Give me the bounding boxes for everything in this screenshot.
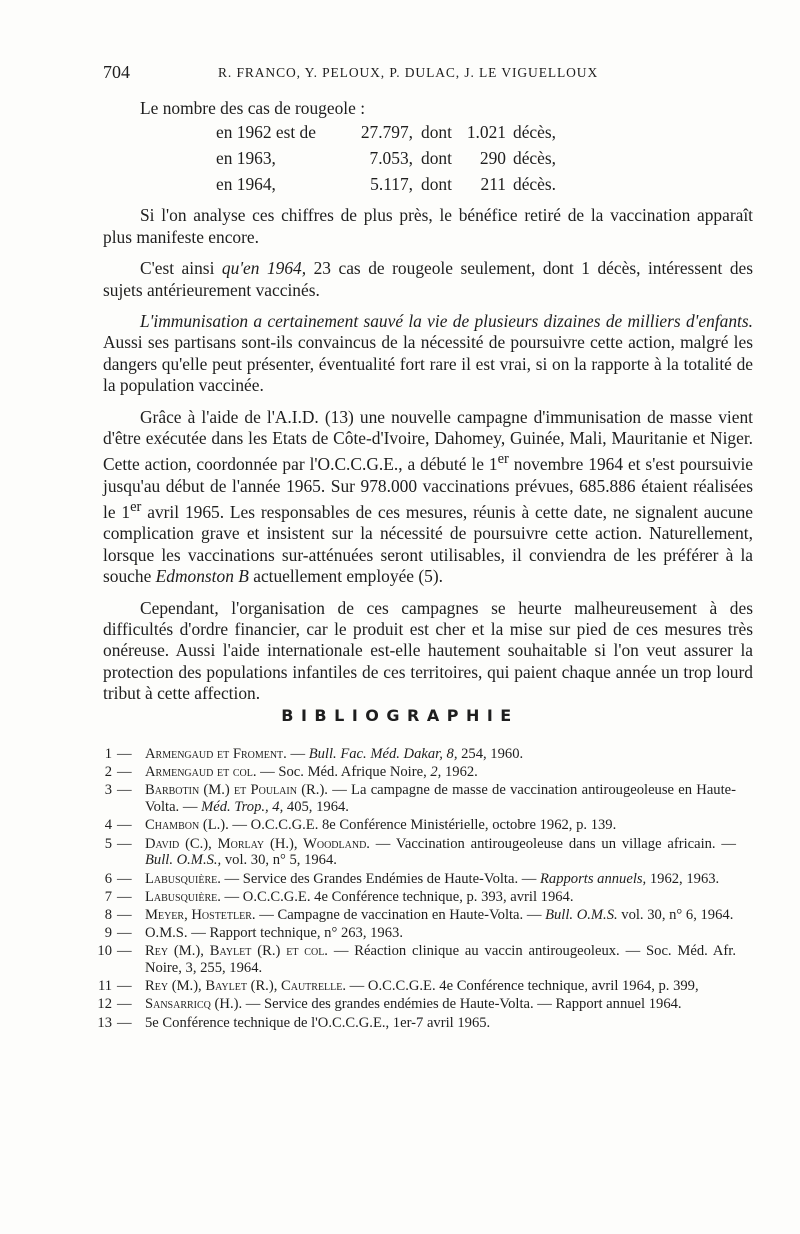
reference-text: 254, 1960. [457, 746, 524, 762]
stats-intro: Le nombre des cas de rougeole : [140, 98, 366, 118]
reference-number: 11 [97, 978, 112, 995]
reference-text: — La campagne de masse de vaccination antirougeoleuse en Haute-Volta. — [145, 782, 736, 816]
reference-italic: Bull. O.M.S. [545, 906, 618, 923]
reference-text: — Soc. Méd. Afrique Noire, [256, 764, 431, 781]
reference-text: 1962, 1963. [646, 870, 720, 887]
reference-dash: — [117, 943, 132, 960]
reference-item [96, 817, 736, 834]
reference-number: 2 [104, 764, 112, 781]
reference-item [96, 907, 736, 924]
reference-authors: Rey (M.), Baylet (R.), Cautrelle. [145, 978, 347, 995]
reference-authors: Labusquière. [145, 888, 221, 905]
paragraph-text: actuellement employée (5). [248, 566, 443, 587]
reference-item [96, 836, 736, 870]
stats-dont: dont [421, 122, 452, 143]
measles-stats-table [103, 119, 753, 197]
reference-text: vol. 30, n° 5, 1964. [221, 852, 337, 869]
paragraph-text: novembre 1964 et s'est poursuivie jusqu'au début de l'année 1965. Sur 978.000 vaccinations prévues, 685.886 étaient réalisées le 1 [103, 454, 753, 522]
reference-authors: Chambon (L.). [145, 817, 229, 834]
paragraph-financial: Cependant, l'organisation de ces campagnes se heurte malheureusement à des difficultés d'ordre financier, car le produit est cher et la mise sur pied de ces mesures très onéreuse. Aussi l'aide internationale est-elle hautement souhaitable si l'on veut assurer la protection des populations infantiles de ces territoires, qui paient chaque année un trop lourd tribut à cette affection. [103, 597, 753, 704]
reference-item [96, 889, 736, 906]
stats-cases: 27.797, [360, 122, 413, 143]
paragraph-vaccinated-cases [103, 258, 753, 301]
stats-year: en 1964, [216, 174, 276, 195]
reference-dash: — [117, 870, 132, 887]
reference-dash: — [117, 782, 132, 799]
reference-number: 12 [97, 996, 112, 1013]
reference-item [96, 1015, 736, 1032]
reference-dash: — [117, 835, 132, 852]
paragraph-analysis: Si l'on analyse ces chiffres de plus près, le bénéfice retiré de la vaccination apparaît plus manifeste encore. [103, 205, 753, 247]
paragraph-text: 23 cas de rougeole seulement, dont 1 décès, intéressent des sujets antérieurement vaccinés. [103, 258, 754, 300]
reference-text: 405, 1964. [283, 799, 349, 816]
reference-authors: Rey (M.), Baylet (R.) et col. [145, 943, 328, 960]
stats-deaths: 290 [479, 148, 506, 169]
running-head-authors: R. FRANCO, Y. PELOUX, P. DULAC, J. LE VIGUELLOUX [218, 65, 599, 80]
paragraph-text: Grâce à l'aide de l'A.I.D. (13) une nouvelle campagne d'immunisation de masse vient d'être exécutée dans les Etats de Côte-d'Ivoire, Dahomey, Guinée, Mali, Mauritanie et Niger. Cette action, coordonnée par l'O.C.C.G.E., a débuté le 1 [103, 406, 753, 475]
reference-text: 5e Conférence technique de l'O.C.C.G.E., 1er-7 avril 1965. [145, 1014, 491, 1031]
paragraph-immunisation [103, 311, 753, 397]
reference-authors: Sansarricq (H.). [145, 996, 243, 1013]
stats-year: en 1962 est de [216, 122, 316, 143]
reference-item [96, 996, 736, 1013]
stats-deces: décès, [513, 122, 556, 143]
reference-item [96, 764, 736, 781]
reference-italic: Méd. Trop., 4, [201, 799, 284, 816]
stats-deaths: 1.021 [466, 122, 506, 143]
paragraph-italic: Edmonston B [155, 566, 249, 587]
reference-text: — Service des Grandes Endémies de Haute-Volta. — [220, 870, 540, 887]
reference-text: 1962. [441, 764, 478, 781]
paragraph-text: Aussi ses partisans sont-ils convaincus de la nécessité de poursuivre cette action, malgré les dangers qu'elle peut présenter, éventualité fort rare il est vrai, si on la rapporte à la totalité de la population vaccinée. [103, 332, 753, 396]
bibliography-heading: BIBLIOGRAPHIE [281, 706, 519, 725]
reference-number: 8 [104, 906, 112, 923]
reference-item [96, 782, 736, 816]
body-text [103, 98, 753, 705]
reference-item [96, 978, 736, 995]
reference-dash: — [117, 764, 132, 781]
stats-cases: 5.117, [370, 174, 413, 195]
reference-text: — O.C.C.G.E. 4e Conférence technique, avril 1964, p. 399, [346, 978, 699, 995]
reference-text: — Service des grandes endémies de Haute-Volta. — Rapport annuel 1964. [242, 996, 682, 1013]
stats-dont: dont [421, 174, 452, 195]
reference-item [96, 943, 736, 977]
reference-authors: Armengaud et Froment. [145, 746, 287, 762]
reference-number: 1 [104, 746, 112, 762]
reference-dash: — [117, 817, 132, 834]
paragraph-text: C'est ainsi [140, 258, 222, 279]
reference-dash: — [117, 996, 132, 1013]
page-header [103, 62, 713, 88]
reference-number: 13 [97, 1014, 112, 1031]
reference-authors: Armengaud et col. [145, 764, 257, 781]
page-number: 704 [103, 62, 130, 82]
reference-dash: — [117, 925, 132, 942]
reference-text: — [286, 746, 309, 762]
reference-text: — Campagne de vaccination en Haute-Volta. — [255, 906, 546, 923]
reference-number: 6 [104, 870, 112, 887]
stats-row [103, 145, 753, 171]
reference-number: 5 [104, 835, 112, 852]
reference-item [96, 871, 736, 888]
reference-dash: — [117, 906, 132, 923]
stats-deces: décès, [513, 148, 556, 169]
reference-text: vol. 30, n° 6, 1964. [617, 906, 734, 923]
reference-italic: Bull. Fac. Méd. Dakar, 8, [308, 746, 458, 762]
stats-year: en 1963, [216, 148, 276, 169]
stats-cases: 7.053, [369, 148, 413, 169]
reference-text: O.M.S. — Rapport technique, n° 263, 1963. [145, 925, 403, 942]
paragraph-campaign [103, 407, 753, 588]
superscript: er [130, 499, 142, 516]
reference-item [96, 925, 736, 942]
reference-authors: Labusquière. [145, 870, 221, 887]
reference-number: 10 [97, 943, 112, 960]
reference-italic: 2, [430, 764, 442, 781]
reference-text: — Vaccination antirougeoleuse dans un village africain. — [369, 835, 737, 852]
paragraph-italic: qu'en 1964, [221, 258, 307, 279]
reference-authors: Barbotin (M.) et Poulain (R.). [145, 782, 328, 799]
reference-dash: — [117, 888, 132, 905]
reference-number: 9 [104, 925, 112, 942]
reference-italic: Rapports annuels, [540, 870, 647, 887]
stats-deaths: 211 [480, 174, 506, 195]
bibliography-list [96, 746, 736, 1033]
reference-text: — O.C.C.G.E. 8e Conférence Ministérielle, octobre 1962, p. 139. [228, 817, 617, 834]
reference-dash: — [117, 746, 132, 762]
reference-number: 7 [104, 888, 112, 905]
paragraph-text: avril 1965. Les responsables de ces mesures, réunis à cette date, ne signalent aucune complication grave et insistent sur la nécessité de poursuivre cette action. Naturellement, lorsque les vaccinations sur-atténuées seront utilisables, il conviendra de les préférer à la souche [103, 501, 754, 587]
stats-row [103, 119, 753, 145]
reference-item [96, 746, 736, 763]
reference-dash: — [117, 1014, 132, 1031]
reference-text: — O.C.C.G.E. 4e Conférence technique, p. 393, avril 1964. [220, 888, 574, 905]
stats-row [103, 171, 753, 197]
reference-authors: David (C.), Morlay (H.), Woodland. [145, 835, 370, 852]
reference-text: — Réaction clinique au vaccin antirougeoleux. — Soc. Méd. Afr. Noire, 3, 255, 1964. [145, 943, 736, 977]
reference-dash: — [117, 978, 132, 995]
reference-authors: Meyer, Hostetler. [145, 906, 256, 923]
stats-deces: décès. [513, 174, 556, 195]
reference-number: 4 [104, 817, 112, 834]
stats-dont: dont [421, 148, 452, 169]
superscript: er [497, 451, 509, 468]
reference-italic: Bull. O.M.S., [145, 852, 222, 869]
paragraph-italic: L'immunisation a certainement sauvé la vie de plusieurs dizaines de milliers d'enfants. [140, 311, 753, 332]
reference-number: 3 [104, 782, 112, 799]
